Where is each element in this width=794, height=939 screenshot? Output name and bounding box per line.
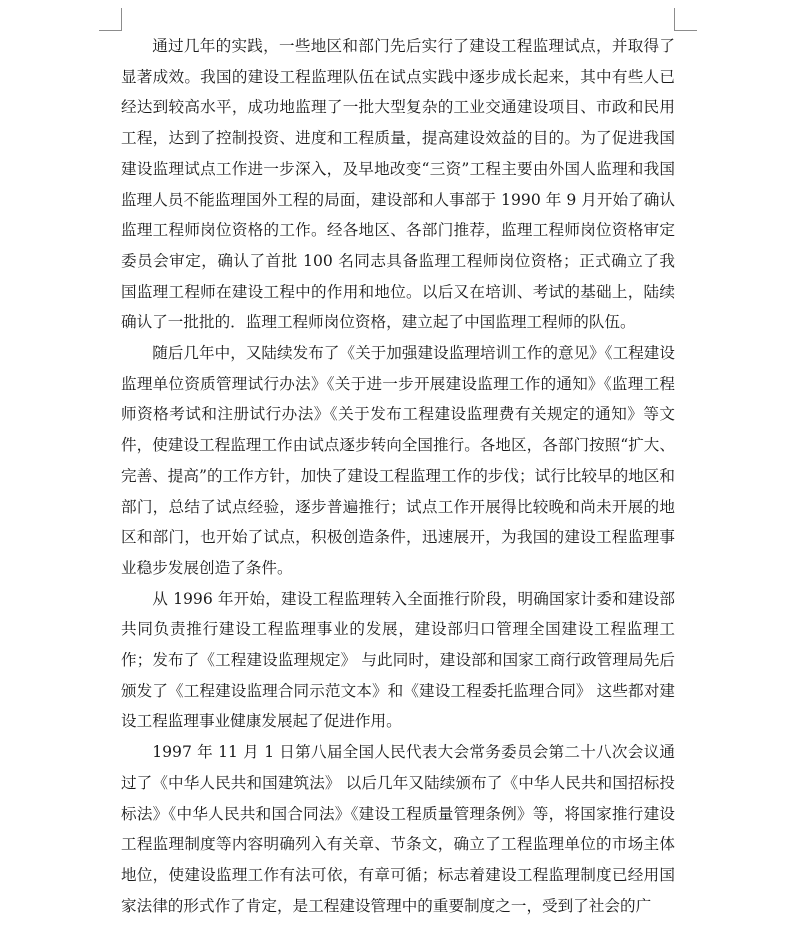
paragraph-1[interactable]: 通过几年的实践，一些地区和部门先后实行了建设工程监理试点，并取得了显著成效。我国的建设工程监理队伍在试点实践中逐步成长起来，其中有些人已经达到较高水平，成功地监理了一批大型复杂的工业交通建设项目、市政和民用工程，达到了控制投资、进度和工程质量，提高建设效益的目的。为了促进我国建设监理试点工作进一步深入，及早地改变“三资”工程主要由外国人监理和我国监理人员不能监理国外工程的局面，建设部和人事部于 1990 年 9 月开始了确认监理工程师岗位资格的工作。经各地区、各部门推荐，监理工程师岗位资格审定委员会审定，确认了首批 100 名同志具备监理工程师岗位资格；正式确立了我国监理工程师在建设工程中的作用和地位。以后又在培训、考试的基础上，陆续确认了一批批的．监理工程师岗位资格，建立起了中国监理工程师的队伍。 xyxy=(121,37,675,332)
paragraph-2[interactable]: 随后几年中，又陆续发布了《关于加强建设监理培训工作的意见》《工程建设监理单位资质管理试行办法》《关于进一步开展建设监理工作的通知》《监理工程师资格考试和注册试行办法》《关于发布工程建设监理费有关规定的通知》等文件，使建设工程监理工作由试点逐步转向全国推行。各地区，各部门按照“扩大、完善、提高”的工作方针，加快了建设工程监理工作的步伐；试行比较早的地区和部门，总结了试点经验，逐步普遍推行；试点工作开展得比较晚和尚未开展的地区和部门，也开始了试点，积极创造条件，迅速展开，为我国的建设工程监理事业稳步发展创造了条件。 xyxy=(121,344,675,577)
margin-corner-mark-top-left xyxy=(99,8,122,31)
document-body[interactable] xyxy=(121,31,675,921)
paragraph-3[interactable]: 从 1996 年开始，建设工程监理转入全面推行阶段，明确国家计委和建设部共同负责推行建设工程监理事业的发展，建设部归口管理全国建设工程监理工作；发布了《工程建设监理规定》 与此同时，建设部和国家工商行政管理局先后颁发了《工程建设监理合同示范文本》和《建设工程委托监理合同》 这些都对建设工程监理事业健康发展起了促进作用。 xyxy=(121,589,675,731)
paragraph-4[interactable]: 1997 年 11 月 1 日第八届全国人民代表大会常务委员会第二十八次会议通过了《中华人民共和国建筑法》 以后几年又陆续颁布了《中华人民共和国招标投标法》《中华人民共和国合同法》《建设工程质量管理条例》等，将国家推行建设工程监理制度等内容明确列入有关章、节条文，确立了工程监理单位的市场主体地位，使建设监理工作有法可依，有章可循；标志着建设工程监理制度已经用国家法律的形式作了肯定，是工程建设管理中的重要制度之一，受到了社会的广 xyxy=(121,743,675,915)
margin-corner-mark-top-right xyxy=(674,8,697,31)
